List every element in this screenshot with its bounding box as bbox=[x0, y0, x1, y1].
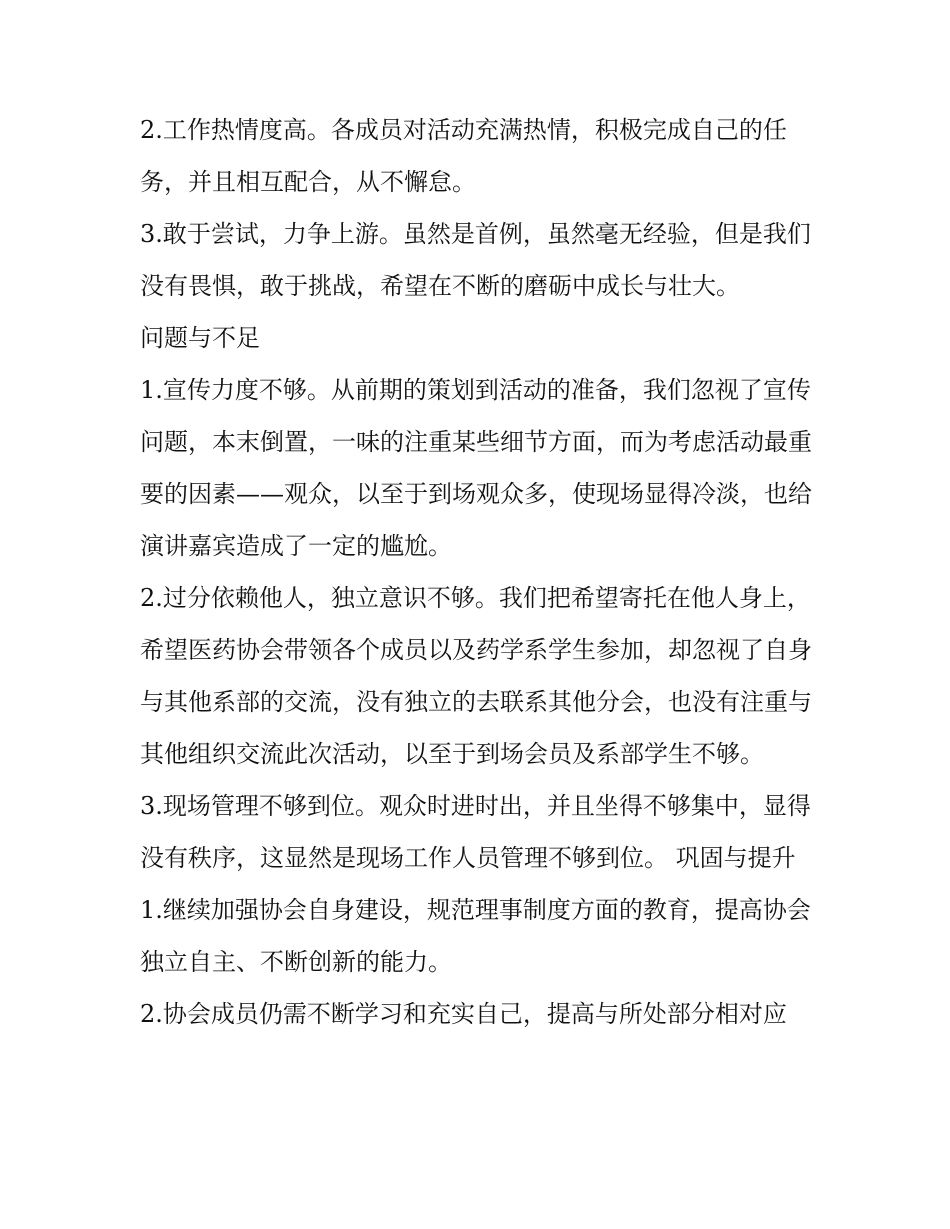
paragraph-strengthen-association: 1.继续加强协会自身建设，规范理事制度方面的教育，提高协会独立自主、不断创新的能力。 bbox=[140, 896, 811, 976]
section-heading-problems: 问题与不足 bbox=[140, 324, 260, 352]
paragraph-dependence: 2.过分依赖他人，独立意识不够。我们把希望寄托在他人身上，希望医药协会带领各个成员以及药学系学生参加，却忽视了自身与其他系部的交流，没有独立的去联系其他分会，也没有注重与其他组织交流此次活动，以至于到场会员及系部学生不够。 bbox=[140, 584, 812, 768]
document-body bbox=[140, 104, 820, 1040]
paragraph-publicity: 1.宣传力度不够。从前期的策划到活动的准备，我们忽视了宣传问题，本末倒置，一味的注重某些细节方面，而为考虑活动最重要的因素——观众，以至于到场观众多，使现场显得冷淡，也给演讲嘉宾造成了一定的尴尬。 bbox=[140, 376, 812, 560]
paragraph-site-management: 3.现场管理不够到位。观众时进时出，并且坐得不够集中，显得没有秩序，这显然是现场工作人员管理不够到位。 巩固与提升 bbox=[140, 792, 811, 872]
paragraph-work-enthusiasm: 2.工作热情度高。各成员对活动充满热情，积极完成自己的任务，并且相互配合，从不懈怠。 bbox=[140, 116, 787, 196]
paragraph-dare-to-try: 3.敢于尝试，力争上游。虽然是首例，虽然毫无经验，但是我们没有畏惧，敢于挑战，希望在不断的磨砺中成长与壮大。 bbox=[140, 220, 811, 300]
paragraph-continuous-learning: 2.协会成员仍需不断学习和充实自己，提高与所处部分相对应 bbox=[140, 1000, 787, 1028]
